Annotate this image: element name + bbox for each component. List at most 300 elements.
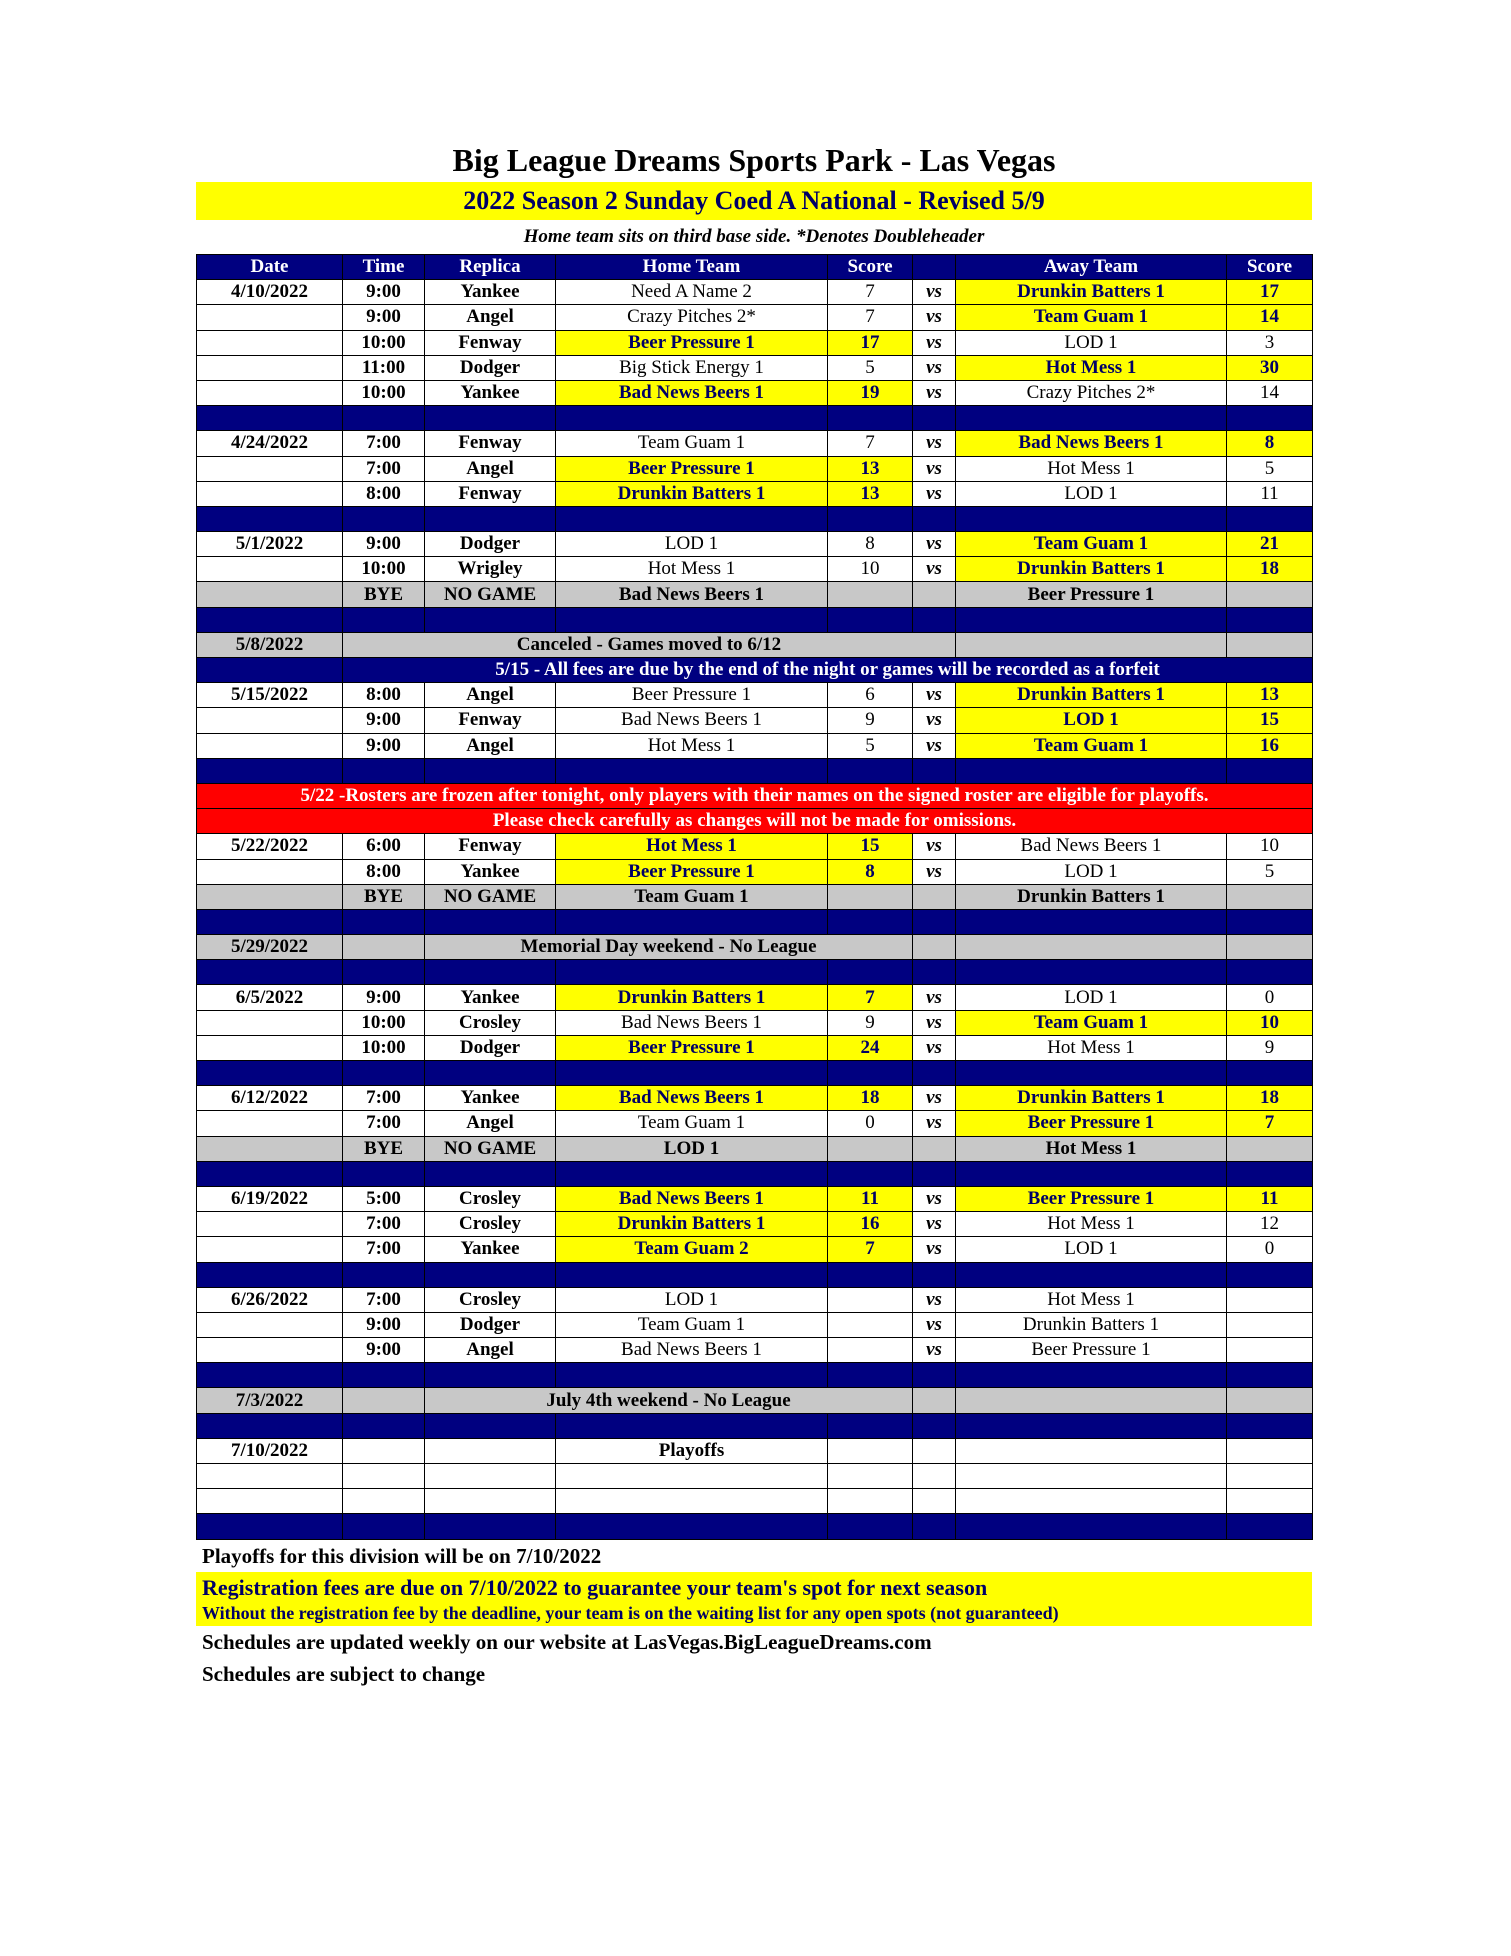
game-replica: Angel [425, 305, 556, 330]
home-team: Hot Mess 1 [556, 834, 828, 859]
away-score: 18 [1227, 557, 1313, 582]
game-row [197, 355, 1313, 380]
spacer-cell [1227, 1413, 1313, 1438]
game-date [197, 859, 343, 884]
game-row [197, 733, 1313, 758]
spacer-cell [1227, 1161, 1313, 1186]
spacer-cell [828, 758, 913, 783]
game-date [197, 481, 343, 506]
game-time: 8:00 [343, 683, 425, 708]
empty-cell [956, 1464, 1227, 1489]
home-score [828, 1312, 913, 1337]
playoffs-date: 7/10/2022 [197, 1438, 343, 1463]
away-team: LOD 1 [956, 708, 1227, 733]
bye-row [197, 1136, 1313, 1161]
game-date [197, 1010, 343, 1035]
header-date: Date [197, 255, 343, 280]
canceled-date: 5/8/2022 [197, 632, 343, 657]
bye-home-team: LOD 1 [556, 1136, 828, 1161]
away-team: Drunkin Batters 1 [956, 1312, 1227, 1337]
empty-cell [1227, 1489, 1313, 1514]
home-score: 7 [828, 985, 913, 1010]
spacer-row [197, 1161, 1313, 1186]
vs-label: vs [913, 1111, 956, 1136]
home-score: 17 [828, 330, 913, 355]
spacer-cell [197, 960, 343, 985]
home-team: Bad News Beers 1 [556, 708, 828, 733]
spacer-cell [343, 1363, 425, 1388]
game-replica: Yankee [425, 280, 556, 305]
spacer-cell [1227, 1363, 1313, 1388]
game-replica: Angel [425, 456, 556, 481]
away-team: LOD 1 [956, 1237, 1227, 1262]
game-row [197, 1338, 1313, 1363]
spacer-cell [556, 1514, 828, 1539]
game-replica: Fenway [425, 330, 556, 355]
game-replica: Angel [425, 1111, 556, 1136]
spacer-cell [556, 1061, 828, 1086]
away-team: Hot Mess 1 [956, 1287, 1227, 1312]
spacer-cell [913, 406, 956, 431]
spacer-cell [425, 1262, 556, 1287]
away-team: Hot Mess 1 [956, 355, 1227, 380]
vs-label: vs [913, 1186, 956, 1211]
spacer-row [197, 506, 1313, 531]
playoffs-home-score [828, 1438, 913, 1463]
table-header-row [197, 255, 1313, 280]
game-time: 9:00 [343, 280, 425, 305]
game-time: 10:00 [343, 380, 425, 405]
home-score: 0 [828, 1111, 913, 1136]
home-score: 7 [828, 431, 913, 456]
game-time: 7:00 [343, 1237, 425, 1262]
empty-cell [197, 1464, 343, 1489]
spacer-cell [913, 1413, 956, 1438]
game-time: 6:00 [343, 834, 425, 859]
home-score: 9 [828, 1010, 913, 1035]
vs-label: vs [913, 1212, 956, 1237]
spacer-row [197, 960, 1313, 985]
vs-label: vs [913, 330, 956, 355]
spacer-cell [343, 506, 425, 531]
no-league-away-team [956, 935, 1227, 960]
spacer-cell [425, 607, 556, 632]
spacer-cell [197, 1413, 343, 1438]
away-team: Hot Mess 1 [956, 456, 1227, 481]
empty-cell [913, 1489, 956, 1514]
away-score: 0 [1227, 985, 1313, 1010]
spacer-cell [956, 1262, 1227, 1287]
away-team: Hot Mess 1 [956, 1212, 1227, 1237]
spacer-row [197, 1514, 1313, 1539]
away-score: 30 [1227, 355, 1313, 380]
empty-cell [343, 1489, 425, 1514]
spacer-cell [956, 1061, 1227, 1086]
home-score: 8 [828, 859, 913, 884]
playoffs-note: Playoffs for this division will be on 7/10/2022 [202, 1543, 602, 1568]
game-row [197, 1010, 1313, 1035]
home-team: Bad News Beers 1 [556, 1186, 828, 1211]
game-date: 4/24/2022 [197, 431, 343, 456]
vs-label: vs [913, 1035, 956, 1060]
vs-label: vs [913, 557, 956, 582]
away-score: 14 [1227, 305, 1313, 330]
game-replica: Crosley [425, 1212, 556, 1237]
bye-away-score [1227, 1136, 1313, 1161]
away-team: Hot Mess 1 [956, 1035, 1227, 1060]
home-team: Need A Name 2 [556, 280, 828, 305]
away-score: 5 [1227, 456, 1313, 481]
home-team: Drunkin Batters 1 [556, 985, 828, 1010]
vs-label: vs [913, 1237, 956, 1262]
no-league-time [343, 1388, 425, 1413]
no-league-date: 5/29/2022 [197, 935, 343, 960]
canceled-away-score [1227, 632, 1313, 657]
game-row [197, 985, 1313, 1010]
spacer-cell [197, 1363, 343, 1388]
home-score: 5 [828, 733, 913, 758]
empty-cell [1227, 1464, 1313, 1489]
spacer-cell [556, 1161, 828, 1186]
spacer-cell [1227, 1514, 1313, 1539]
game-date [197, 380, 343, 405]
spacer-cell [197, 506, 343, 531]
spacer-cell [197, 607, 343, 632]
bye-replica: NO GAME [425, 1136, 556, 1161]
playoffs-row [197, 1438, 1313, 1463]
playoffs-time [343, 1438, 425, 1463]
game-row [197, 431, 1313, 456]
header-time: Time [343, 255, 425, 280]
game-date [197, 1111, 343, 1136]
spacer-cell [343, 1514, 425, 1539]
game-row [197, 481, 1313, 506]
away-score: 5 [1227, 859, 1313, 884]
game-date [197, 708, 343, 733]
spacer-cell [556, 758, 828, 783]
game-row [197, 1287, 1313, 1312]
game-date: 5/15/2022 [197, 683, 343, 708]
spacer-cell [828, 607, 913, 632]
spacer-cell [828, 1413, 913, 1438]
spacer-cell [828, 909, 913, 934]
game-row [197, 834, 1313, 859]
spacer-cell [556, 506, 828, 531]
empty-cell [828, 1489, 913, 1514]
bye-vs [913, 884, 956, 909]
bye-time: BYE [343, 582, 425, 607]
home-team: Big Stick Energy 1 [556, 355, 828, 380]
empty-row [197, 1464, 1313, 1489]
page-subtitle: 2022 Season 2 Sunday Coed A National - Revised 5/9 [196, 182, 1312, 220]
bye-vs [913, 1136, 956, 1161]
vs-label: vs [913, 532, 956, 557]
vs-label: vs [913, 1338, 956, 1363]
game-date [197, 456, 343, 481]
spacer-cell [913, 607, 956, 632]
no-league-time [343, 935, 425, 960]
bye-row [197, 582, 1313, 607]
spacer-row [197, 406, 1313, 431]
spacer-cell [343, 960, 425, 985]
game-replica: Yankee [425, 380, 556, 405]
away-score: 21 [1227, 532, 1313, 557]
no-league-date: 7/3/2022 [197, 1388, 343, 1413]
vs-label: vs [913, 481, 956, 506]
spacer-cell [1227, 1262, 1313, 1287]
canceled-away-team [956, 632, 1227, 657]
spacer-cell [425, 406, 556, 431]
spacer-row [197, 1061, 1313, 1086]
vs-label: vs [913, 431, 956, 456]
game-row [197, 859, 1313, 884]
spacer-cell [956, 506, 1227, 531]
bye-home-score [828, 582, 913, 607]
home-team: Beer Pressure 1 [556, 859, 828, 884]
home-score: 24 [828, 1035, 913, 1060]
spacer-cell [556, 607, 828, 632]
game-time: 9:00 [343, 305, 425, 330]
spacer-cell [956, 909, 1227, 934]
spacer-row [197, 758, 1313, 783]
game-time: 11:00 [343, 355, 425, 380]
spacer-cell [1227, 1061, 1313, 1086]
game-row [197, 280, 1313, 305]
game-replica: Angel [425, 1338, 556, 1363]
away-team: LOD 1 [956, 481, 1227, 506]
home-score: 13 [828, 481, 913, 506]
spacer-cell [956, 406, 1227, 431]
roster-alert-row [197, 783, 1313, 808]
empty-cell [556, 1464, 828, 1489]
bye-replica: NO GAME [425, 582, 556, 607]
away-score: 0 [1227, 1237, 1313, 1262]
home-score: 15 [828, 834, 913, 859]
spacer-cell [425, 960, 556, 985]
no-league-row [197, 1388, 1313, 1413]
bye-time: BYE [343, 884, 425, 909]
spacer-row [197, 1363, 1313, 1388]
home-score [828, 1287, 913, 1312]
game-row [197, 708, 1313, 733]
spacer-cell [913, 1262, 956, 1287]
home-team: Beer Pressure 1 [556, 1035, 828, 1060]
bye-replica: NO GAME [425, 884, 556, 909]
header-home-score: Score [828, 255, 913, 280]
game-time: 10:00 [343, 557, 425, 582]
spacer-cell [556, 1413, 828, 1438]
away-team: LOD 1 [956, 330, 1227, 355]
game-replica: Fenway [425, 834, 556, 859]
fees-message-row [197, 658, 1313, 683]
spacer-row [197, 607, 1313, 632]
game-replica: Crosley [425, 1287, 556, 1312]
spacer-cell [913, 1363, 956, 1388]
playoffs-vs [913, 1438, 956, 1463]
empty-cell [425, 1489, 556, 1514]
spacer-cell [343, 406, 425, 431]
away-score: 18 [1227, 1086, 1313, 1111]
away-score: 13 [1227, 683, 1313, 708]
spacer-cell [1227, 960, 1313, 985]
game-replica: Yankee [425, 859, 556, 884]
bye-date [197, 1136, 343, 1161]
game-time: 7:00 [343, 456, 425, 481]
spacer-cell [197, 1514, 343, 1539]
header-home-team: Home Team [556, 255, 828, 280]
game-row [197, 1186, 1313, 1211]
spacer-cell [343, 607, 425, 632]
game-replica: Dodger [425, 1035, 556, 1060]
game-date: 5/22/2022 [197, 834, 343, 859]
game-time: 9:00 [343, 733, 425, 758]
roster-alert: Please check carefully as changes will not be made for omissions. [197, 809, 1313, 834]
away-team: Bad News Beers 1 [956, 834, 1227, 859]
header-vs [913, 255, 956, 280]
home-team-note: Home team sits on third base side. *Denotes Doubleheader [523, 226, 985, 247]
away-team: Beer Pressure 1 [956, 1186, 1227, 1211]
game-date: 6/26/2022 [197, 1287, 343, 1312]
home-team: Drunkin Batters 1 [556, 481, 828, 506]
playoffs-label: Playoffs [556, 1438, 828, 1463]
away-score: 11 [1227, 481, 1313, 506]
spacer-cell [556, 909, 828, 934]
page-title: Big League Dreams Sports Park - Las Vegas [452, 142, 1056, 178]
game-replica: Fenway [425, 708, 556, 733]
away-team: Drunkin Batters 1 [956, 683, 1227, 708]
waiting-list-note: Without the registration fee by the deadline, your team is on the waiting list for any open spots (not guaranteed) [202, 1602, 1059, 1623]
home-score: 7 [828, 280, 913, 305]
away-score: 10 [1227, 834, 1313, 859]
game-date [197, 1338, 343, 1363]
home-team: Team Guam 2 [556, 1237, 828, 1262]
vs-label: vs [913, 708, 956, 733]
game-time: 7:00 [343, 1287, 425, 1312]
home-team: Beer Pressure 1 [556, 330, 828, 355]
game-row [197, 305, 1313, 330]
home-score: 10 [828, 557, 913, 582]
game-row [197, 557, 1313, 582]
vs-label: vs [913, 1086, 956, 1111]
game-date [197, 355, 343, 380]
spacer-cell [425, 909, 556, 934]
away-team: Bad News Beers 1 [956, 431, 1227, 456]
roster-alert: 5/22 -Rosters are frozen after tonight, only players with their names on the signed roster are eligible for playoffs. [197, 783, 1313, 808]
bye-away-score [1227, 884, 1313, 909]
away-team: LOD 1 [956, 859, 1227, 884]
canceled-row [197, 632, 1313, 657]
home-score: 7 [828, 1237, 913, 1262]
game-time: 9:00 [343, 532, 425, 557]
away-score [1227, 1338, 1313, 1363]
spacer-cell [913, 1161, 956, 1186]
game-date: 6/5/2022 [197, 985, 343, 1010]
spacer-cell [956, 758, 1227, 783]
vs-label: vs [913, 1312, 956, 1337]
spacer-cell [913, 909, 956, 934]
spacer-cell [343, 1061, 425, 1086]
home-score: 18 [828, 1086, 913, 1111]
no-league-note: July 4th weekend - No League [425, 1388, 913, 1413]
home-score: 11 [828, 1186, 913, 1211]
game-date: 5/1/2022 [197, 532, 343, 557]
bye-date [197, 884, 343, 909]
game-row [197, 683, 1313, 708]
game-replica: Yankee [425, 985, 556, 1010]
home-team: LOD 1 [556, 1287, 828, 1312]
away-team: Beer Pressure 1 [956, 1111, 1227, 1136]
spacer-cell [913, 1514, 956, 1539]
home-team: Beer Pressure 1 [556, 683, 828, 708]
away-score: 8 [1227, 431, 1313, 456]
game-time: 10:00 [343, 330, 425, 355]
spacer-cell [343, 1161, 425, 1186]
home-team: Bad News Beers 1 [556, 1338, 828, 1363]
home-score: 19 [828, 380, 913, 405]
game-replica: Dodger [425, 532, 556, 557]
spacer-cell [197, 1161, 343, 1186]
game-replica: Angel [425, 733, 556, 758]
game-row [197, 1111, 1313, 1136]
empty-cell [956, 1489, 1227, 1514]
spacer-cell [197, 909, 343, 934]
game-time: 9:00 [343, 708, 425, 733]
spacer-cell [828, 960, 913, 985]
empty-cell [197, 1489, 343, 1514]
vs-label: vs [913, 1287, 956, 1312]
away-score: 12 [1227, 1212, 1313, 1237]
spacer-row [197, 1413, 1313, 1438]
away-score: 16 [1227, 733, 1313, 758]
empty-cell [343, 1464, 425, 1489]
roster-alert-row [197, 809, 1313, 834]
home-score: 5 [828, 355, 913, 380]
home-team: Hot Mess 1 [556, 733, 828, 758]
away-team: Team Guam 1 [956, 1010, 1227, 1035]
spacer-cell [556, 1262, 828, 1287]
spacer-cell [913, 960, 956, 985]
spacer-cell [1227, 909, 1313, 934]
away-score: 10 [1227, 1010, 1313, 1035]
subject-to-change-note: Schedules are subject to change [202, 1661, 486, 1686]
vs-label: vs [913, 733, 956, 758]
home-team: Team Guam 1 [556, 1312, 828, 1337]
playoffs-away-score [1227, 1438, 1313, 1463]
game-replica: Fenway [425, 431, 556, 456]
spacer-cell [828, 1363, 913, 1388]
spacer-cell [956, 607, 1227, 632]
vs-label: vs [913, 456, 956, 481]
header-away-score: Score [1227, 255, 1313, 280]
spacer-row [197, 909, 1313, 934]
spacer-cell [556, 406, 828, 431]
bye-away-team: Drunkin Batters 1 [956, 884, 1227, 909]
home-team: LOD 1 [556, 532, 828, 557]
spacer-cell [956, 1413, 1227, 1438]
no-league-note: Memorial Day weekend - No League [425, 935, 913, 960]
game-row [197, 1212, 1313, 1237]
game-date [197, 1035, 343, 1060]
spacer-cell [425, 758, 556, 783]
game-replica: Yankee [425, 1086, 556, 1111]
game-date: 4/10/2022 [197, 280, 343, 305]
spacer-cell [1227, 607, 1313, 632]
game-time: 9:00 [343, 1312, 425, 1337]
registration-band [196, 1572, 1312, 1626]
away-team: LOD 1 [956, 985, 1227, 1010]
away-team: Crazy Pitches 2* [956, 380, 1227, 405]
home-team: Hot Mess 1 [556, 557, 828, 582]
